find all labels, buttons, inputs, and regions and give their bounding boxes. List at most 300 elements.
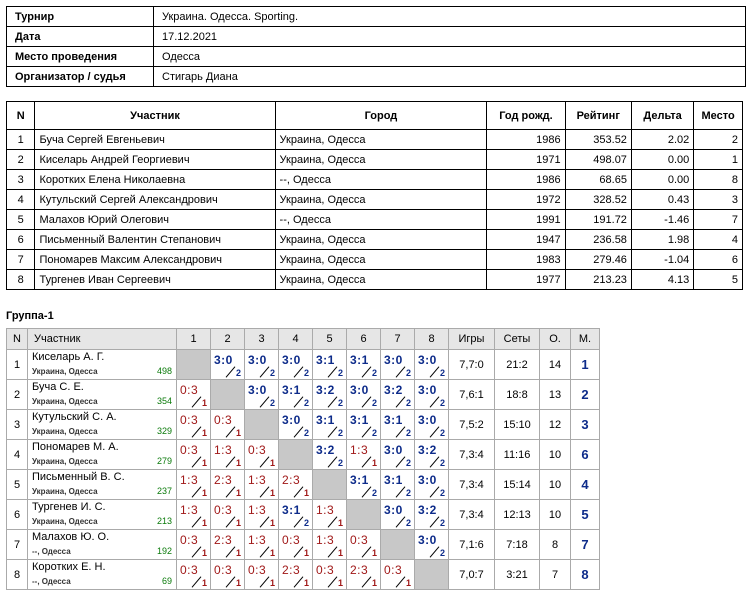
score-slash — [260, 456, 270, 467]
player-place: 4 — [571, 470, 600, 500]
score-slash — [294, 486, 304, 497]
match-result-cell — [211, 470, 245, 500]
match-result-cell — [177, 470, 211, 500]
player-name: Малахов Ю. О. — [32, 531, 110, 543]
participant-rating: 353.52 — [565, 130, 631, 150]
match-points: 1 — [201, 458, 207, 468]
match-points: 2 — [439, 398, 445, 408]
score-slash — [294, 396, 304, 407]
match-score: 3:2 — [418, 503, 437, 517]
player-sets: 15:14 — [495, 470, 540, 500]
participant-name: Буча Сергей Евгеньевич — [35, 130, 275, 150]
match-score: 3:0 — [418, 413, 437, 427]
grid-diagonal-cell — [245, 410, 279, 440]
match-score: 1:3 — [316, 533, 335, 547]
score-slash — [396, 516, 406, 527]
match-score: 3:0 — [248, 383, 267, 397]
grid-header-m: М. — [571, 329, 600, 350]
grid-row-number: 1 — [7, 350, 28, 380]
participant-city: Украина, Одесса — [275, 270, 487, 290]
grid-row — [7, 560, 600, 590]
match-points: 1 — [337, 518, 343, 528]
player-city: --, Одесса — [32, 577, 71, 586]
participants-header: N — [7, 102, 35, 130]
match-result-cell — [347, 380, 381, 410]
grid-header-games: Игры — [449, 329, 495, 350]
score-slash — [328, 576, 338, 587]
player-place: 6 — [571, 440, 600, 470]
score-slash — [260, 516, 270, 527]
match-points: 1 — [303, 488, 309, 498]
score-slash — [294, 516, 304, 527]
match-result-cell — [279, 500, 313, 530]
grid-player-cell — [28, 500, 177, 530]
score-slash — [192, 486, 202, 497]
player-sets: 15:10 — [495, 410, 540, 440]
score-slash — [260, 576, 270, 587]
match-score: 3:0 — [282, 413, 301, 427]
participants-header: Дельта — [631, 102, 693, 130]
match-result-cell — [313, 440, 347, 470]
player-name: Тургенев И. С. — [32, 501, 106, 513]
match-result-cell — [347, 470, 381, 500]
match-points: 1 — [201, 548, 207, 558]
match-score: 3:2 — [384, 383, 403, 397]
score-slash — [328, 516, 338, 527]
match-result-cell — [415, 470, 449, 500]
score-slash — [192, 546, 202, 557]
match-points: 2 — [269, 368, 275, 378]
match-result-cell — [313, 530, 347, 560]
participant-row — [7, 230, 743, 250]
participant-delta: 0.00 — [631, 170, 693, 190]
grid-header-col: 7 — [381, 329, 415, 350]
player-place: 1 — [571, 350, 600, 380]
match-result-cell — [245, 470, 279, 500]
score-slash — [226, 576, 236, 587]
info-value: Стигарь Диана — [154, 67, 746, 87]
score-slash — [260, 486, 270, 497]
match-score: 3:0 — [418, 353, 437, 367]
player-games: 7,5:2 — [449, 410, 495, 440]
score-slash — [362, 456, 372, 467]
player-name: Письменный В. С. — [32, 471, 125, 483]
match-score: 3:0 — [384, 503, 403, 517]
participant-city: Украина, Одесса — [275, 150, 487, 170]
grid-player-cell — [28, 560, 177, 590]
grid-header-col: 6 — [347, 329, 381, 350]
score-slash — [260, 546, 270, 557]
grid-row — [7, 350, 600, 380]
match-points: 1 — [269, 578, 275, 588]
participant-name: Кутульский Сергей Александрович — [35, 190, 275, 210]
player-rating: 329 — [156, 426, 172, 436]
match-points: 2 — [439, 518, 445, 528]
player-name: Киселарь А. Г. — [32, 351, 105, 363]
match-points: 1 — [201, 518, 207, 528]
match-result-cell — [245, 380, 279, 410]
match-points: 2 — [405, 488, 411, 498]
match-result-cell — [415, 350, 449, 380]
player-place: 8 — [571, 560, 600, 590]
player-name: Пономарев М. А. — [32, 441, 119, 453]
player-rating: 354 — [156, 396, 172, 406]
participants-header: Год рожд. — [487, 102, 565, 130]
info-value: 17.12.2021 — [154, 27, 746, 47]
score-slash — [430, 456, 440, 467]
participant-rating: 236.58 — [565, 230, 631, 250]
match-score: 1:3 — [248, 503, 267, 517]
score-slash — [396, 456, 406, 467]
match-points: 2 — [269, 398, 275, 408]
grid-player-cell — [28, 410, 177, 440]
participant-n: 3 — [7, 170, 35, 190]
match-score: 3:1 — [350, 413, 369, 427]
player-name: Кутульский С. А. — [32, 411, 117, 423]
match-result-cell — [245, 440, 279, 470]
match-score: 3:2 — [316, 383, 335, 397]
group-results-grid — [6, 328, 600, 590]
score-slash — [226, 486, 236, 497]
participant-place: 2 — [694, 130, 743, 150]
match-points: 1 — [201, 488, 207, 498]
score-slash — [430, 546, 440, 557]
player-points: 7 — [540, 560, 571, 590]
participant-row — [7, 190, 743, 210]
match-score: 3:0 — [418, 533, 437, 547]
participant-n: 1 — [7, 130, 35, 150]
player-points: 13 — [540, 380, 571, 410]
match-result-cell — [313, 410, 347, 440]
player-rating: 279 — [156, 456, 172, 466]
match-result-cell — [415, 440, 449, 470]
score-slash — [328, 396, 338, 407]
player-sets: 18:8 — [495, 380, 540, 410]
match-result-cell — [177, 560, 211, 590]
match-points: 2 — [303, 398, 309, 408]
participant-place: 4 — [694, 230, 743, 250]
match-result-cell — [415, 410, 449, 440]
score-slash — [328, 546, 338, 557]
player-place: 7 — [571, 530, 600, 560]
match-result-cell — [177, 530, 211, 560]
match-score: 2:3 — [214, 473, 233, 487]
grid-header-player: Участник — [28, 329, 177, 350]
match-points: 2 — [337, 458, 343, 468]
match-result-cell — [415, 500, 449, 530]
match-points: 2 — [439, 548, 445, 558]
score-slash — [192, 516, 202, 527]
match-score: 3:1 — [384, 473, 403, 487]
match-score: 0:3 — [350, 533, 369, 547]
participants-header: Рейтинг — [565, 102, 631, 130]
match-score: 3:0 — [418, 473, 437, 487]
match-points: 1 — [235, 428, 241, 438]
grid-diagonal-cell — [347, 500, 381, 530]
info-label: Организатор / судья — [7, 67, 154, 87]
match-points: 2 — [371, 398, 377, 408]
player-games: 7,6:1 — [449, 380, 495, 410]
player-place: 2 — [571, 380, 600, 410]
grid-header-o: О. — [540, 329, 571, 350]
match-points: 2 — [303, 368, 309, 378]
match-points: 2 — [371, 488, 377, 498]
participant-n: 8 — [7, 270, 35, 290]
group-title: Группа-1 — [6, 310, 54, 322]
score-slash — [362, 396, 372, 407]
score-slash — [396, 486, 406, 497]
score-slash — [260, 396, 270, 407]
participant-name: Письменный Валентин Степанович — [35, 230, 275, 250]
grid-diagonal-cell — [313, 470, 347, 500]
participant-delta: 0.00 — [631, 150, 693, 170]
participant-rating: 191.72 — [565, 210, 631, 230]
match-score: 2:3 — [282, 473, 301, 487]
participant-city: --, Одесса — [275, 170, 487, 190]
participant-city: --, Одесса — [275, 210, 487, 230]
grid-header-sets: Сеты — [495, 329, 540, 350]
match-points: 1 — [405, 578, 411, 588]
player-rating: 213 — [156, 516, 172, 526]
score-slash — [294, 546, 304, 557]
info-row — [7, 7, 746, 27]
match-points: 2 — [371, 368, 377, 378]
participant-place: 5 — [694, 270, 743, 290]
player-rating: 498 — [156, 366, 172, 376]
participant-city: Украина, Одесса — [275, 130, 487, 150]
participants-header: Город — [275, 102, 487, 130]
participant-row — [7, 150, 743, 170]
player-name: Коротких Е. Н. — [32, 561, 106, 573]
score-slash — [362, 366, 372, 377]
match-result-cell — [313, 500, 347, 530]
grid-row — [7, 500, 600, 530]
participant-year: 1986 — [487, 130, 565, 150]
grid-header-col: 4 — [279, 329, 313, 350]
score-slash — [294, 426, 304, 437]
participant-rating: 68.65 — [565, 170, 631, 190]
match-score: 3:0 — [384, 353, 403, 367]
match-result-cell — [177, 410, 211, 440]
score-slash — [362, 426, 372, 437]
score-slash — [226, 456, 236, 467]
grid-player-cell — [28, 470, 177, 500]
player-city: Украина, Одесса — [32, 367, 98, 376]
info-value: Одесса — [154, 47, 746, 67]
participants-table — [6, 101, 743, 290]
score-slash — [226, 546, 236, 557]
participant-name: Пономарев Максим Александрович — [35, 250, 275, 270]
participant-rating: 328.52 — [565, 190, 631, 210]
player-games: 7,3:4 — [449, 440, 495, 470]
match-result-cell — [279, 560, 313, 590]
grid-row-number: 3 — [7, 410, 28, 440]
match-result-cell — [313, 350, 347, 380]
score-slash — [294, 576, 304, 587]
match-points: 2 — [405, 518, 411, 528]
match-score: 0:3 — [180, 533, 199, 547]
participant-city: Украина, Одесса — [275, 190, 487, 210]
match-score: 2:3 — [282, 563, 301, 577]
score-slash — [328, 426, 338, 437]
grid-header-col: 8 — [415, 329, 449, 350]
score-slash — [430, 366, 440, 377]
player-games: 7,0:7 — [449, 560, 495, 590]
participant-place: 3 — [694, 190, 743, 210]
match-points: 2 — [337, 428, 343, 438]
player-place: 5 — [571, 500, 600, 530]
grid-row — [7, 380, 600, 410]
match-score: 3:1 — [384, 413, 403, 427]
participant-name: Малахов Юрий Олегович — [35, 210, 275, 230]
participant-name: Коротких Елена Николаевна — [35, 170, 275, 190]
match-result-cell — [415, 380, 449, 410]
match-points: 1 — [337, 548, 343, 558]
match-result-cell — [245, 350, 279, 380]
match-score: 3:1 — [350, 473, 369, 487]
grid-header-col: 5 — [313, 329, 347, 350]
grid-player-cell — [28, 350, 177, 380]
match-points: 1 — [201, 578, 207, 588]
grid-header-col: 2 — [211, 329, 245, 350]
info-label: Дата — [7, 27, 154, 47]
match-score: 0:3 — [180, 413, 199, 427]
match-score: 1:3 — [248, 473, 267, 487]
match-result-cell — [347, 560, 381, 590]
player-city: Украина, Одесса — [32, 427, 98, 436]
participant-city: Украина, Одесса — [275, 230, 487, 250]
score-slash — [362, 576, 372, 587]
match-points: 2 — [439, 368, 445, 378]
match-points: 1 — [235, 578, 241, 588]
match-points: 1 — [269, 548, 275, 558]
participant-place: 6 — [694, 250, 743, 270]
score-slash — [430, 396, 440, 407]
score-slash — [328, 456, 338, 467]
match-points: 1 — [235, 518, 241, 528]
match-score: 3:0 — [384, 443, 403, 457]
info-value: Украина. Одесса. Sporting. — [154, 7, 746, 27]
match-score: 3:2 — [418, 443, 437, 457]
match-result-cell — [381, 500, 415, 530]
match-score: 1:3 — [316, 503, 335, 517]
participant-place: 1 — [694, 150, 743, 170]
match-result-cell — [381, 560, 415, 590]
participant-row — [7, 250, 743, 270]
match-points: 2 — [439, 488, 445, 498]
score-slash — [362, 546, 372, 557]
participant-year: 1972 — [487, 190, 565, 210]
player-sets: 3:21 — [495, 560, 540, 590]
participant-delta: -1.04 — [631, 250, 693, 270]
player-points: 14 — [540, 350, 571, 380]
match-points: 1 — [303, 548, 309, 558]
match-points: 1 — [201, 428, 207, 438]
match-score: 3:0 — [282, 353, 301, 367]
participant-delta: 0.43 — [631, 190, 693, 210]
match-result-cell — [245, 500, 279, 530]
score-slash — [396, 396, 406, 407]
match-points: 2 — [337, 368, 343, 378]
match-result-cell — [211, 410, 245, 440]
match-score: 0:3 — [248, 563, 267, 577]
player-rating: 237 — [156, 486, 172, 496]
match-score: 1:3 — [180, 503, 199, 517]
participant-n: 4 — [7, 190, 35, 210]
match-result-cell — [245, 560, 279, 590]
match-score: 3:0 — [248, 353, 267, 367]
participant-rating: 213.23 — [565, 270, 631, 290]
player-points: 10 — [540, 440, 571, 470]
grid-player-cell — [28, 440, 177, 470]
match-score: 0:3 — [214, 413, 233, 427]
match-score: 0:3 — [180, 383, 199, 397]
score-slash — [328, 366, 338, 377]
match-points: 2 — [303, 428, 309, 438]
match-result-cell — [347, 350, 381, 380]
player-games: 7,3:4 — [449, 500, 495, 530]
match-result-cell — [177, 440, 211, 470]
match-score: 3:1 — [282, 503, 301, 517]
match-result-cell — [211, 500, 245, 530]
score-slash — [430, 516, 440, 527]
match-result-cell — [279, 350, 313, 380]
match-score: 1:3 — [350, 443, 369, 457]
match-result-cell — [381, 410, 415, 440]
match-result-cell — [347, 440, 381, 470]
match-result-cell — [211, 350, 245, 380]
participant-year: 1977 — [487, 270, 565, 290]
participants-header: Участник — [35, 102, 275, 130]
participant-year: 1991 — [487, 210, 565, 230]
match-score: 2:3 — [350, 563, 369, 577]
grid-diagonal-cell — [211, 380, 245, 410]
score-slash — [294, 366, 304, 377]
grid-diagonal-cell — [279, 440, 313, 470]
participant-delta: -1.46 — [631, 210, 693, 230]
player-city: Украина, Одесса — [32, 487, 98, 496]
participant-name: Киселарь Андрей Георгиевич — [35, 150, 275, 170]
score-slash — [430, 486, 440, 497]
match-result-cell — [211, 560, 245, 590]
participant-place: 8 — [694, 170, 743, 190]
match-result-cell — [381, 470, 415, 500]
participant-row — [7, 270, 743, 290]
match-result-cell — [279, 380, 313, 410]
player-games: 7,7:0 — [449, 350, 495, 380]
match-result-cell — [381, 380, 415, 410]
grid-row-number: 8 — [7, 560, 28, 590]
match-score: 3:0 — [418, 383, 437, 397]
match-result-cell — [279, 470, 313, 500]
info-label: Турнир — [7, 7, 154, 27]
match-result-cell — [245, 530, 279, 560]
score-slash — [396, 576, 406, 587]
match-result-cell — [347, 530, 381, 560]
match-points: 1 — [235, 488, 241, 498]
grid-diagonal-cell — [177, 350, 211, 380]
match-points: 1 — [371, 578, 377, 588]
participant-year: 1947 — [487, 230, 565, 250]
player-city: Украина, Одесса — [32, 517, 98, 526]
player-city: Украина, Одесса — [32, 457, 98, 466]
match-score: 0:3 — [214, 563, 233, 577]
score-slash — [192, 576, 202, 587]
match-score: 0:3 — [214, 503, 233, 517]
player-sets: 7:18 — [495, 530, 540, 560]
player-city: Украина, Одесса — [32, 397, 98, 406]
participant-year: 1983 — [487, 250, 565, 270]
